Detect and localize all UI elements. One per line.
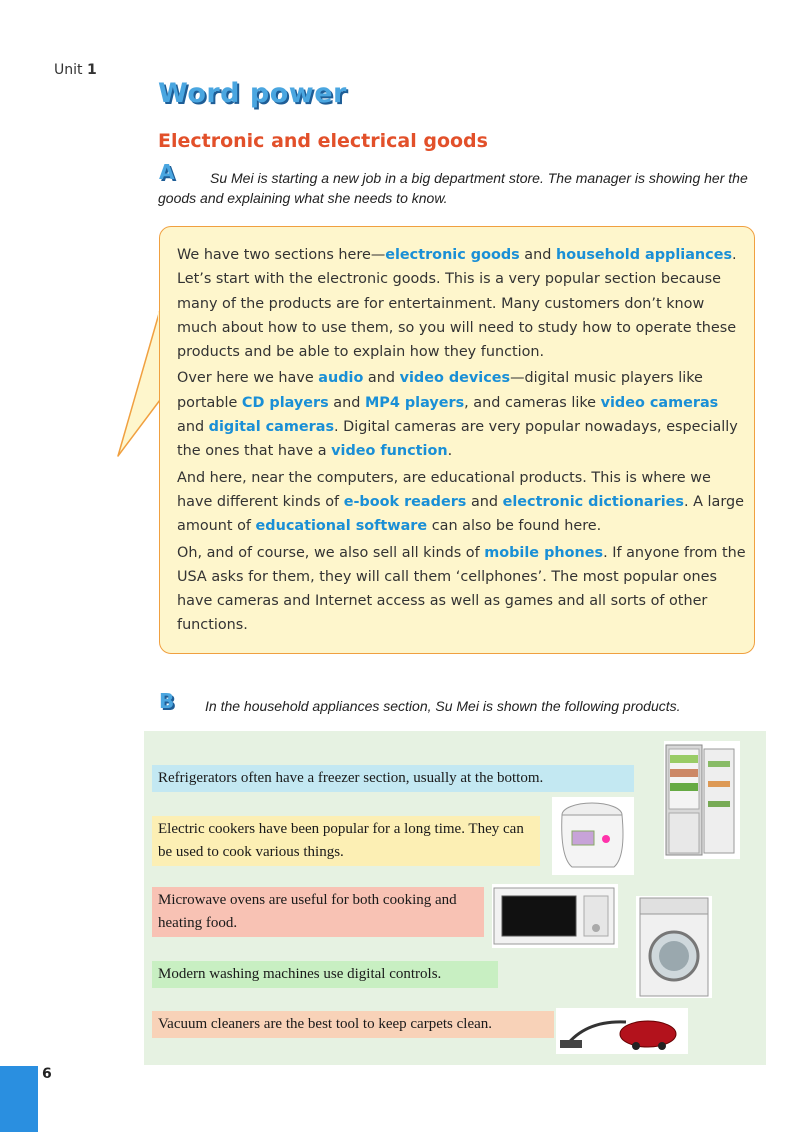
washing-machine-sentence: Modern washing machines use digital controls. — [152, 961, 498, 988]
refrigerator-image — [664, 741, 740, 859]
keyword: electronic dictionaries — [502, 493, 684, 510]
bubble-paragraph-3: And here, near the computers, are educational products. This is where we have different kinds of e-book readers and electronic dictionaries. A large amount of educational software can also be found here. — [177, 469, 744, 535]
refrigerator-sentence: Refrigerators often have a freezer section, usually at the bottom. — [152, 765, 634, 792]
electric-cooker-image — [552, 797, 634, 875]
washing-machine-image — [636, 896, 712, 998]
keyword: audio — [318, 370, 364, 387]
keyword: educational software — [255, 518, 428, 535]
unit-number: 1 — [86, 62, 97, 78]
microwave-sentence: Microwave ovens are useful for both cooking and heating food. — [152, 887, 484, 937]
section-subtitle: Electronic and electrical goods — [158, 130, 488, 152]
unit-label — [54, 62, 97, 78]
cooker-sentence: Electric cookers have been popular for a long time. They can be used to cook various things. — [152, 816, 540, 866]
keyword: video cameras — [600, 394, 719, 411]
keyword: MP4 players — [364, 394, 465, 411]
bubble-paragraph-2: Over here we have audio and video devices—digital music players like portable CD players and MP4 players, and cameras like video cameras and digital cameras. Digital cameras are very popular nowadays, especially the ones that have a video function. — [177, 370, 738, 460]
vacuum-cleaner-image — [556, 1008, 688, 1054]
section-b-letter: B — [159, 689, 175, 713]
keyword: video devices — [399, 370, 511, 387]
keyword: video function — [331, 443, 448, 460]
section-b-intro: In the household appliances section, Su Mei is shown the following products. — [205, 698, 681, 714]
keyword: e-book readers — [343, 493, 467, 510]
microwave-image — [492, 884, 618, 948]
page-number: 6 — [42, 1066, 52, 1082]
section-a-letter: A — [159, 160, 175, 184]
keyword: CD players — [241, 394, 329, 411]
bubble-paragraph-1: We have two sections here—electronic goods and household appliances. Let’s start with the electronic goods. This is a very popular section because many of the products are for entertainment. Many customers don’t know much about how to use them, so you will need to study how to operate these products and be able to explain how they function. — [177, 247, 737, 361]
page-title: Word power — [158, 78, 347, 109]
section-a-intro: Su Mei is starting a new job in a big department store. The manager is showing her the goods and explaining what she needs to know. — [158, 170, 748, 206]
keyword: electronic goods — [385, 247, 520, 263]
vacuum-sentence: Vacuum cleaners are the best tool to keep carpets clean. — [152, 1011, 554, 1038]
bubble-paragraph-4: Oh, and of course, we also sell all kinds of mobile phones. If anyone from the USA asks for them, they will call them ‘cellphones’. The most popular ones have cameras and Internet access as well as games and all sorts of other functions. — [177, 544, 746, 634]
unit-word: Unit — [54, 62, 83, 78]
keyword: digital cameras — [208, 419, 335, 436]
keyword: mobile phones — [484, 544, 604, 561]
page-tab — [0, 1066, 38, 1132]
bubble-text — [177, 243, 747, 640]
keyword: household appliances — [555, 247, 733, 263]
